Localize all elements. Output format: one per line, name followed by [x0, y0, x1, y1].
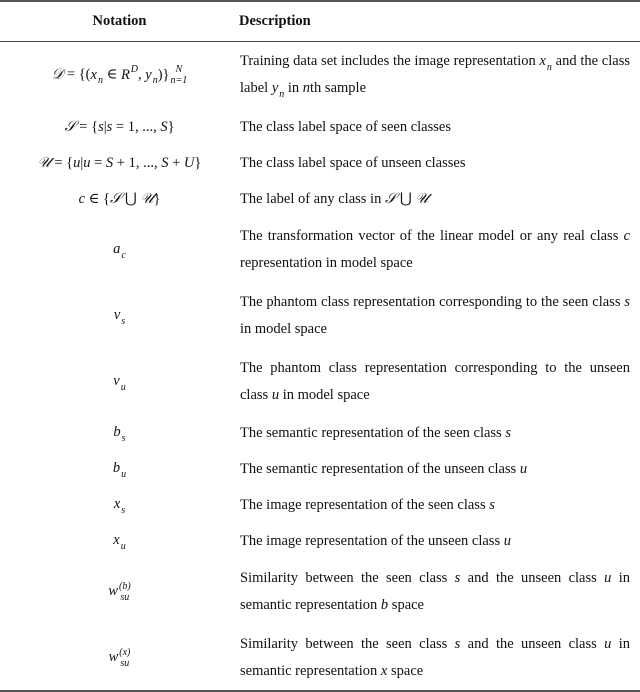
notation-symbol: s: [98, 118, 104, 135]
table-row: [0, 625, 640, 691]
description-text: and the class label: [240, 53, 630, 97]
header-row: [0, 1, 640, 41]
description-cell: [239, 283, 640, 349]
description-text: n: [302, 80, 311, 97]
description-text: The image representation of the seen class: [240, 496, 490, 513]
notation-cell: [0, 109, 239, 145]
notation-symbol: ∈: [102, 66, 121, 83]
notation-cell: [0, 145, 239, 181]
description-text: Similarity between the seen class: [240, 635, 455, 652]
notation-symbol: 𝒮: [64, 118, 76, 135]
description-cell: [239, 145, 640, 181]
notation-symbol: u: [83, 154, 91, 171]
table-row: [0, 145, 640, 181]
notation-cell: [0, 41, 239, 109]
description-text: u: [604, 635, 612, 652]
notation-symbol: b u: [112, 460, 127, 480]
notation-symbol: w (b) su: [108, 581, 131, 603]
description-text: and the unseen class: [460, 570, 605, 586]
notation-symbol: S: [160, 118, 168, 135]
description-text: s: [454, 635, 461, 652]
table-row: [0, 283, 640, 349]
notation-cell: [0, 181, 239, 217]
notation-symbol: a c: [113, 241, 126, 261]
notation-symbol: x s: [113, 496, 126, 516]
description-text: 𝒮: [384, 190, 397, 207]
table-row: [0, 181, 640, 217]
table-row: [0, 109, 640, 145]
notation-cell: [0, 625, 239, 691]
table-row: [0, 451, 640, 487]
description-text: representation in model space: [240, 255, 413, 271]
description-text: 𝒰: [415, 190, 429, 207]
notation-symbol: b s: [113, 424, 126, 444]
notation-symbol: c: [78, 190, 86, 207]
description-text: u: [271, 387, 280, 403]
notation-symbol: =: [90, 154, 106, 171]
description-text: and the unseen class: [460, 635, 605, 652]
table-body: [0, 41, 640, 691]
description-text: Similarity between the seen class: [240, 570, 455, 586]
description-text: b: [380, 597, 389, 613]
description-text: in semantic representation: [240, 570, 630, 613]
description-text: s: [624, 294, 630, 310]
notation-symbol: w (x) su: [108, 646, 131, 669]
description-text: s: [454, 570, 461, 586]
description-text: c: [623, 228, 630, 244]
description-text: The image representation of the unseen class: [240, 532, 504, 549]
description-text: space: [387, 662, 424, 679]
notation-symbol: U: [183, 154, 195, 171]
description-text: in model space: [279, 387, 370, 403]
notation-symbol: x n: [90, 66, 103, 87]
description-text: The transformation vector of the linear model or any real class: [240, 228, 624, 244]
description-text: th sample: [310, 80, 367, 97]
notation-symbol: 𝒟: [51, 66, 64, 83]
description-text: in semantic representation: [240, 635, 630, 679]
table-row: [0, 523, 640, 559]
description-text: u: [503, 532, 511, 549]
notation-symbol: +: [168, 154, 184, 171]
notation-cell: [0, 487, 239, 523]
description-text: The class label space of seen classes: [240, 118, 451, 135]
description-cell: [239, 181, 640, 217]
notation-symbol: |: [103, 118, 107, 135]
description-text: Training data set includes the image representation: [240, 53, 540, 70]
table-row: [0, 559, 640, 625]
table-row: [0, 349, 640, 415]
notation-symbol: y n: [145, 66, 158, 87]
description-text: in: [284, 80, 303, 97]
description-text: The label of any class in: [240, 190, 385, 207]
description-cell: [239, 523, 640, 559]
notation-symbol: 𝒮: [109, 190, 122, 207]
notation-symbol: S: [105, 154, 114, 171]
description-cell: [239, 415, 640, 451]
notation-symbol: = {: [50, 154, 74, 171]
notation-symbol: = 1, ...,: [112, 118, 161, 135]
description-text: in model space: [240, 321, 327, 337]
description-text: s: [489, 496, 495, 513]
description-cell: [239, 559, 640, 625]
header-description: Description: [239, 12, 311, 29]
description-text: The semantic representation of the unseen class: [240, 460, 520, 477]
description-cell: [239, 41, 640, 109]
description-cell: [239, 451, 640, 487]
notation-symbol: ,: [138, 66, 146, 83]
table-row: [0, 41, 640, 109]
notation-cell: [0, 523, 239, 559]
notation-symbol: }: [153, 190, 161, 207]
notation-symbol: }: [167, 118, 175, 135]
notation-symbol: = {(: [63, 66, 91, 83]
description-text: The phantom class representation corresponding to the unseen class: [240, 360, 630, 403]
description-text: space: [388, 597, 424, 613]
notation-symbol: = {: [75, 118, 99, 135]
table-row: [0, 487, 640, 523]
description-text: u: [604, 570, 612, 586]
description-cell: [239, 487, 640, 523]
notation-symbol: }: [194, 154, 202, 171]
notation-symbol: v s: [113, 307, 126, 327]
description-text: ⋃: [396, 190, 416, 207]
notation-symbol: S: [161, 154, 169, 171]
notation-symbol: ⋃: [121, 190, 141, 207]
notation-symbol: + 1, ...,: [113, 154, 162, 171]
description-cell: [239, 349, 640, 415]
header-notation: Notation: [92, 12, 147, 29]
notation-symbol: 𝒰: [37, 154, 51, 171]
notation-symbol: )} N n=1: [157, 64, 188, 87]
description-text: s: [505, 424, 511, 441]
description-text: The class label space of unseen classes: [240, 154, 466, 171]
description-text: x n: [539, 53, 552, 73]
description-text: y n: [271, 80, 285, 100]
notation-cell: [0, 349, 239, 415]
notation-cell: [0, 217, 239, 283]
notation-cell: [0, 415, 239, 451]
notation-cell: [0, 559, 239, 625]
notation-symbol: u: [73, 154, 81, 171]
description-text: The phantom class representation corresponding to the seen class: [240, 294, 625, 310]
notation-symbol: s: [106, 118, 113, 135]
description-cell: [239, 217, 640, 283]
table-row: [0, 217, 640, 283]
notation-symbol: |: [80, 154, 84, 171]
notation-symbol: ∈ {: [85, 190, 110, 207]
notation-symbol: 𝒰: [140, 190, 154, 207]
description-text: The semantic representation of the seen class: [240, 424, 506, 441]
description-text: u: [519, 460, 528, 477]
notation-cell: [0, 451, 239, 487]
notation-symbol: v u: [113, 373, 126, 393]
notation-symbol: R D: [120, 64, 139, 83]
table-row: [0, 415, 640, 451]
description-cell: [239, 109, 640, 145]
notation-cell: [0, 283, 239, 349]
description-text: x: [380, 662, 388, 679]
description-cell: [239, 625, 640, 691]
notation-symbol: x u: [113, 532, 126, 552]
